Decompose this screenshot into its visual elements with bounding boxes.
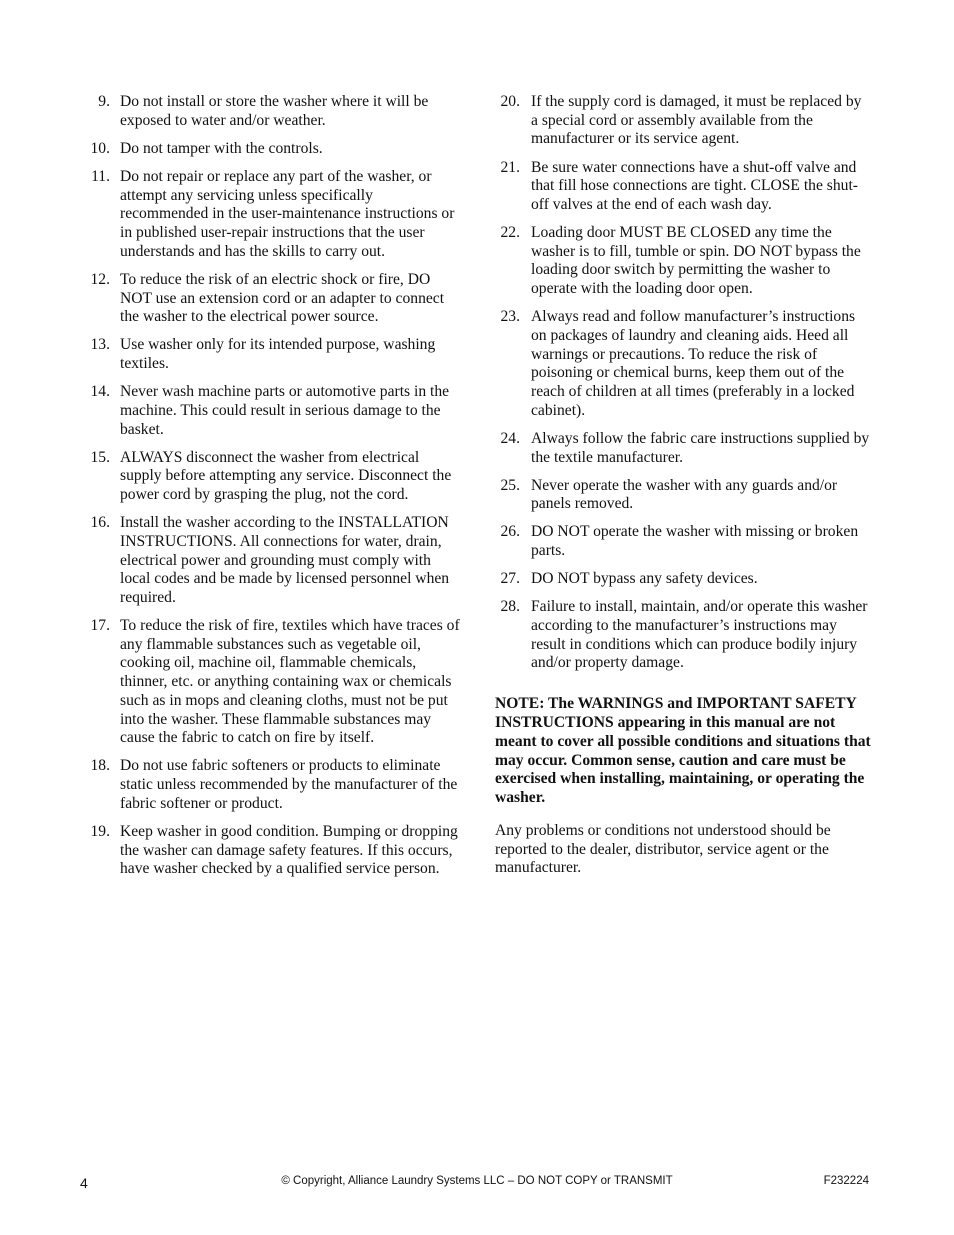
item-text: Do not tamper with the controls. — [120, 139, 323, 157]
item-number: 24. — [500, 429, 520, 447]
list-item — [80, 757, 462, 813]
item-number: 27. — [500, 570, 520, 588]
item-text: Do not install or store the washer where it will be exposed to water and/or weather. — [120, 93, 429, 129]
item-number: 28. — [500, 598, 520, 616]
item-text: To reduce the risk of fire, textiles which have traces of any flammable substances such as vegetable oil, cooking oil, machine oil, flammable chemicals, thinner, etc. or anything containing wax or chemicals such as in mops and cleaning cloths, must not be put into the washer. These flammable substances may cause the fabric to catch on fire by itself. — [120, 617, 460, 747]
item-text: Be sure water connections have a shut-off valve and that fill hose connections are tight. CLOSE the shut-off valves at the end of each wash day. — [531, 158, 858, 213]
item-number: 23. — [500, 308, 520, 326]
item-number: 12. — [90, 270, 110, 288]
item-number: 25. — [500, 476, 520, 494]
item-number: 16. — [90, 514, 110, 532]
item-number: 21. — [500, 158, 520, 176]
item-number: 17. — [90, 617, 110, 634]
item-text: Never operate the washer with any guards and/or panels removed. — [531, 476, 838, 513]
list-item — [491, 159, 871, 215]
list-item — [491, 430, 871, 467]
item-number: 19. — [90, 822, 110, 840]
item-text: To reduce the risk of an electric shock or fire, DO NOT use an extension cord or an adapter to connect the washer to the electrical power source. — [120, 270, 445, 326]
list-item — [491, 570, 871, 589]
safety-note: NOTE: The WARNINGS and IMPORTANT SAFETY INSTRUCTIONS appearing in this manual are not meant to cover all possible conditions and situations that may occur. Common sense, caution and care must be exercised when installing, maintaining, or operating the washer. — [495, 695, 871, 807]
list-item — [491, 598, 871, 673]
document-code: F232224 — [823, 1175, 869, 1187]
closing-paragraph: Any problems or conditions not understood should be reported to the dealer, distributor, service agent or the manufacturer. — [495, 821, 831, 877]
item-text: Use washer only for its intended purpose, washing textiles. — [120, 336, 436, 372]
page-footer — [0, 1173, 954, 1193]
page-number: 4 — [80, 1175, 88, 1191]
safety-list-right — [491, 93, 871, 673]
list-item — [80, 823, 462, 879]
list-item — [491, 224, 871, 299]
item-text: Keep washer in good condition. Bumping or dropping the washer can damage safety features. If this occurs, have washer checked by a qualified service person. — [120, 822, 458, 878]
list-item — [80, 336, 462, 373]
safety-list-left — [80, 93, 462, 879]
item-text: If the supply cord is damaged, it must be replaced by a special cord or assembly available from the manufacturer or its service agent. — [531, 93, 862, 148]
list-item — [491, 308, 871, 420]
list-item — [80, 271, 462, 327]
item-number: 26. — [500, 523, 520, 541]
list-item — [80, 93, 462, 130]
item-text: DO NOT bypass any safety devices. — [531, 570, 758, 588]
list-item — [491, 523, 871, 560]
item-text: Always follow the fabric care instructions supplied by the textile manufacturer. — [531, 429, 870, 466]
item-number: 9. — [98, 93, 110, 110]
left-column — [80, 93, 462, 888]
item-number: 15. — [90, 448, 110, 466]
item-text: Always read and follow manufacturer’s instructions on packages of laundry and cleaning aids. Heed all warnings or precautions. To reduce the risk of poisoning or chemical burns, keep them out of the reach of children at all times (preferably in a locked cabinet). — [531, 308, 856, 419]
item-text: Install the washer according to the INSTALLATION INSTRUCTIONS. All connections for water, drain, electrical power and grounding must comply with local codes and be made by licensed personnel when required. — [120, 514, 450, 606]
list-item — [80, 514, 462, 608]
item-number: 20. — [500, 93, 520, 110]
list-item — [491, 477, 871, 514]
item-text: Failure to install, maintain, and/or operate this washer according to the manufacturer’s instructions may result in conditions which can produce bodily injury and/or property damage. — [531, 598, 868, 672]
list-item — [80, 383, 462, 439]
item-text: Do not repair or replace any part of the washer, or attempt any servicing unless specifically recommended in the user-maintenance instructions or in published user-repair instructions that the user understands and has the skills to carry out. — [120, 167, 455, 260]
list-item — [491, 93, 871, 149]
item-text: ALWAYS disconnect the washer from electrical supply before attempting any service. Disconnect the power cord by grasping the plug, not the cord. — [120, 448, 452, 503]
item-text: Never wash machine parts or automotive parts in the machine. This could result in serious damage to the basket. — [120, 383, 450, 438]
item-number: 18. — [90, 757, 110, 775]
item-text: DO NOT operate the washer with missing or broken parts. — [531, 523, 859, 560]
right-column — [491, 93, 871, 878]
item-number: 10. — [90, 139, 110, 157]
list-item — [80, 449, 462, 505]
item-number: 11. — [91, 167, 110, 185]
copyright-notice: © Copyright, Alliance Laundry Systems LLC – DO NOT COPY or TRANSMIT — [281, 1175, 673, 1187]
item-number: 22. — [500, 224, 520, 241]
item-number: 13. — [90, 336, 110, 354]
item-number: 14. — [90, 383, 110, 401]
list-item — [80, 168, 462, 262]
list-item — [80, 140, 462, 159]
item-text: Do not use fabric softeners or products to eliminate static unless recommended by the manufacturer of the fabric softener or product. — [120, 757, 458, 812]
list-item — [80, 617, 462, 748]
item-text: Loading door MUST BE CLOSED any time the washer is to fill, tumble or spin. DO NOT bypass the loading door switch by permitting the washer to operate with the loading door open. — [531, 224, 861, 298]
